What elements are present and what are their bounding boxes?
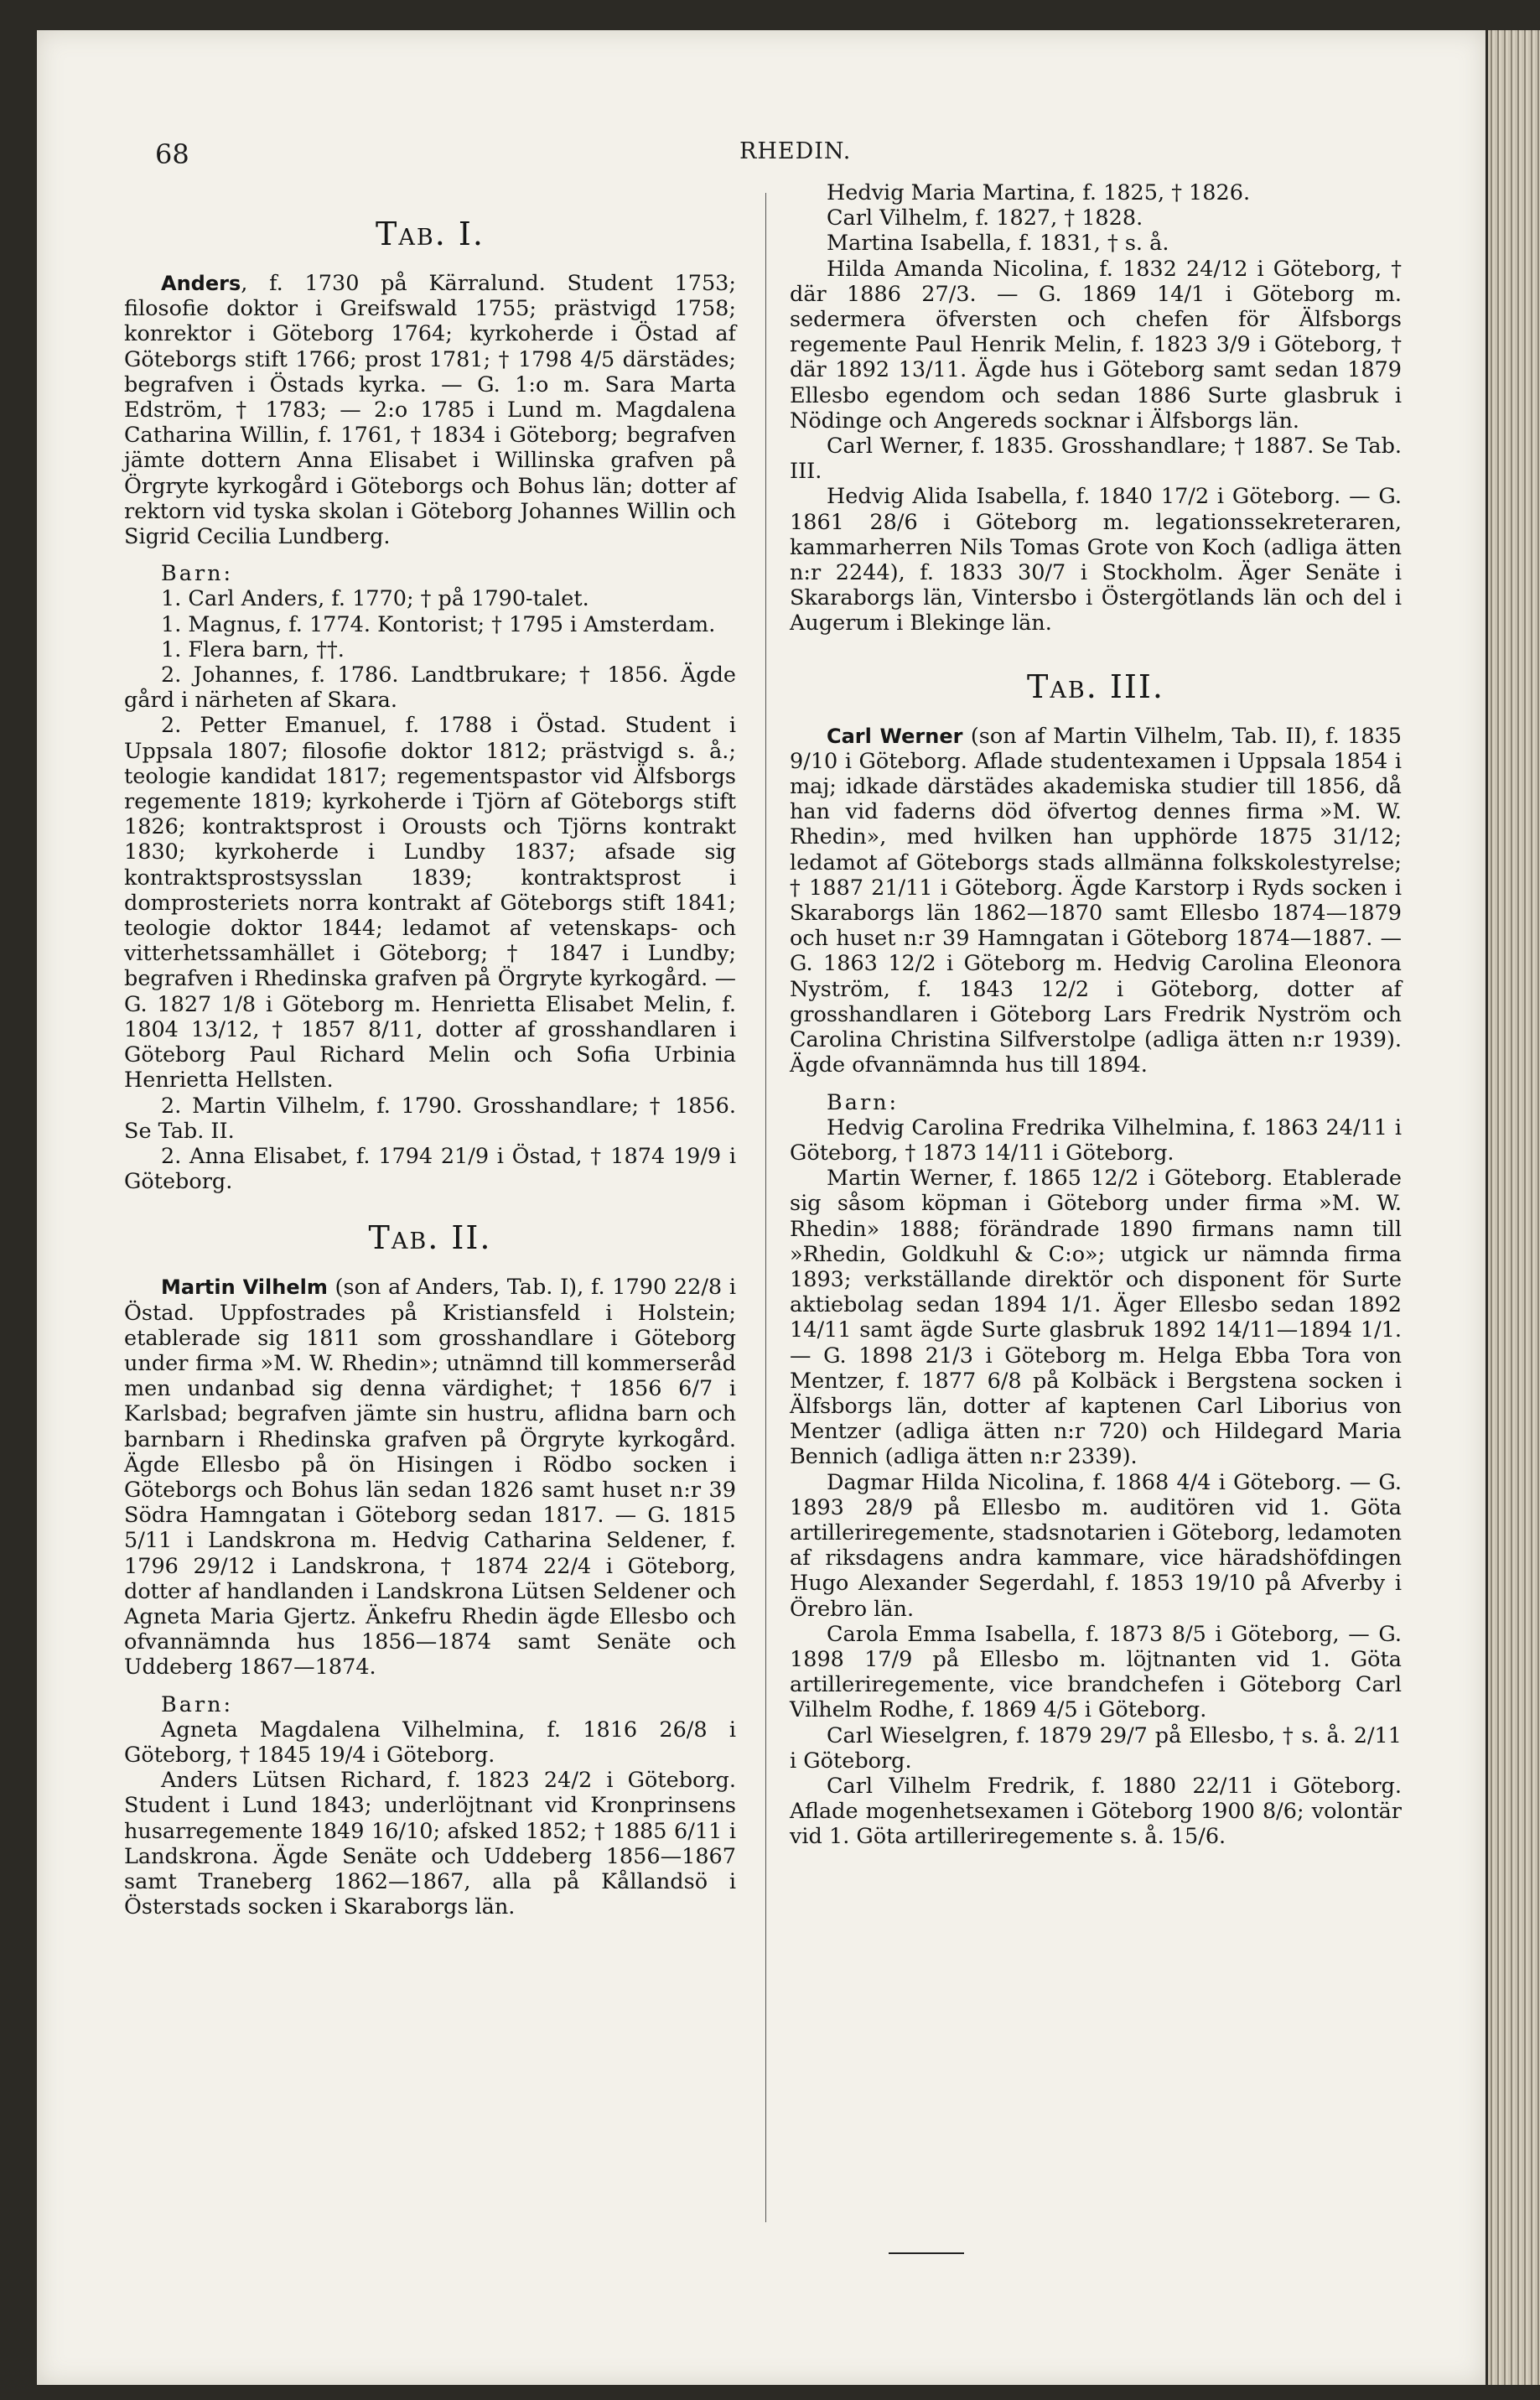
left-column bbox=[124, 180, 736, 1919]
tab3-child: Martin Werner, f. 1865 12/2 i Göteborg. Etablerade sig såsom köpman i Göteborg under firma »M. W. Rhedin» 1888; förändrade 1890 firmans namn till »Rhedin, Goldkuhl & C:o»; utgick ur nämnda firma 1893; verkställande direktör och disponent för Surte aktiebolag sedan 1894 1/1. Äger Ellesbo sedan 1892 14/11 samt ägde Surte glasbruk 1892 14/11—1894 1/1. — G. 1898 21/3 i Göteborg m. Helga Ebba Tora von Mentzer, f. 1877 6/8 på Kolbäck i Bergstena socken i Älfsborgs län, dotter af kaptenen Carl Liborius von Mentzer (adliga ätten n:r 720) och Hildegard Maria Bennich (adliga ätten n:r 2339). bbox=[790, 1166, 1402, 1470]
column-divider bbox=[765, 193, 766, 2222]
tab3-child: Carola Emma Isabella, f. 1873 8/5 i Göteborg, — G. 1898 17/9 på Ellesbo m. löjtnanten vid 1. Göta artilleriregemente, vice brandchefen i Göteborg Carl Vilhelm Rodhe, f. 1869 4/5 i Göteborg. bbox=[790, 1621, 1402, 1723]
tab1-child: 2. Petter Emanuel, f. 1788 i Östad. Student i Uppsala 1807; filosofie doktor 1812; prästvigd s. å.; teologie kandidat 1817; regementspastor vid Älfsborgs regemente 1819; kyrkoherde i Tjörn af Göteborgs stift 1826; kontraktsprost i Orousts och Tjörns kontrakt 1830; kyrkoherde i Lundby 1837; afsade sig kontraktsprostsysslan 1839; kontraktsprost i domprosteriets norra kontrakt af Göteborgs stift 1841; teologie doktor 1844; ledamot af vetenskaps- och vitterhetssamhället i Göteborg; † 1847 i Lundby; begrafven i Rhedinska grafven på Örgryte kyrkogård. — G. 1827 1/8 i Göteborg m. Henrietta Elisabet Melin, f. 1804 13/12, † 1857 8/11, dotter af grosshandlaren i Göteborg Paul Richard Melin och Sofia Urbinia Henrietta Hellsten. bbox=[124, 713, 736, 1094]
tab1-child: 2. Anna Elisabet, f. 1794 21/9 i Östad, † 1874 19/9 i Göteborg. bbox=[124, 1143, 736, 1195]
tab1-entry-name: Anders bbox=[161, 272, 241, 295]
continued-entry: Hedvig Maria Martina, f. 1825, † 1826. bbox=[827, 180, 1251, 205]
book-page-edges bbox=[1488, 30, 1540, 2385]
tab2-child: Anders Lütsen Richard, f. 1823 24/2 i Göteborg. Student i Lund 1843; underlöjtnant vid Kronprinsens husarregemente 1849 16/10; afsked 1852; † 1885 6/11 i Landskrona. Ägde Senäte och Uddeberg 1856—1867 samt Traneberg 1862—1867, alla på Kållandsö i Österstads socken i Skaraborgs län. bbox=[124, 1768, 736, 1920]
end-rule bbox=[889, 2252, 964, 2254]
tab2-barn-label: Barn: bbox=[161, 1691, 234, 1717]
continued-entry: Hedvig Alida Isabella, f. 1840 17/2 i Göteborg. — G. 1861 28/6 i Göteborg m. legationssekreteraren, kammarherren Nils Tomas Grote von Koch (adliga ätten n:r 2244), f. 1833 30/7 i Stockholm. Äger Senäte i Skaraborgs län, Vintersbo i Östergötlands län och del i Augerum i Blekinge län. bbox=[790, 484, 1402, 636]
tab1-barn-label: Barn: bbox=[161, 561, 234, 587]
tab3-child: Dagmar Hilda Nicolina, f. 1868 4/4 i Göteborg. — G. 1893 28/9 på Ellesbo m. auditören vid 1. Göta artilleriregemente, stadsnotarien i Göteborg, ledamoten af riksdagens andra kammare, vice häradshöfdingen Hugo Alexander Segerdahl, f. 1853 19/10 på Afverby i Örebro län. bbox=[790, 1469, 1402, 1622]
tab2-heading: Tab. II. bbox=[368, 1219, 492, 1257]
tab1-child: 1. Magnus, f. 1774. Kontorist; † 1795 i Amsterdam. bbox=[161, 611, 716, 637]
tab3-child: Hedvig Carolina Fredrika Vilhelmina, f. 1863 24/11 i Göteborg, † 1873 14/11 i Göteborg. bbox=[790, 1114, 1402, 1166]
tab1-child: 1. Flera barn, ††. bbox=[161, 636, 345, 662]
tab1-child: 2. Johannes, f. 1786. Landtbrukare; † 1856. Ägde gård i närheten af Skara. bbox=[124, 662, 736, 714]
tab3-entry-text: (son af Martin Vilhelm, Tab. II), f. 1835 9/10 i Göteborg. Aflade studentexamen i Uppsala 1854 i maj; idkade därstädes akademiska studier till 1856, då han vid faderns död öfvertog dennes firma »M. W. Rhedin», med hvilken han upphörde 1875 31/12; ledamot af Göteborgs stads allmänna folkskolestyrelse; † 1887 21/11 i Göteborg. Ägde Karstorp i Ryds socken i Skaraborgs län 1862—1870 samt Ellesbo 1874—1879 och huset n:r 39 Hamngatan i Göteborg 1874—1887. — G. 1863 12/2 i Göteborg m. Hedvig Carolina Eleonora Nyström, f. 1843 12/2 i Göteborg, dotter af grosshandlaren i Göteborg Lars Fredrik Nyström och Carolina Christina Silfverstolpe (adliga ätten n:r 1939). Ägde ofvannämnda hus till 1894. bbox=[790, 723, 1403, 1078]
tab1-child: 2. Martin Vilhelm, f. 1790. Grosshandlare; † 1856. Se Tab. II. bbox=[124, 1093, 736, 1144]
tab3-child: Carl Vilhelm Fredrik, f. 1880 22/11 i Göteborg. Aflade mogenhetsexamen i Göteborg 1900 8/6; volontär vid 1. Göta artilleriregemente s. å. 15/6. bbox=[790, 1773, 1402, 1850]
continued-entry: Carl Werner, f. 1835. Grosshandlare; † 1887. Se Tab. III. bbox=[790, 434, 1402, 485]
continued-entry: Carl Vilhelm, f. 1827, † 1828. bbox=[827, 205, 1143, 231]
tab3-entry-name: Carl Werner bbox=[827, 724, 963, 748]
tab1-child: 1. Carl Anders, f. 1770; † på 1790-talet. bbox=[161, 586, 589, 612]
continued-entry: Hilda Amanda Nicolina, f. 1832 24/12 i Göteborg, † där 1886 27/3. — G. 1869 14/1 i Göteborg m. sedermera öfversten och chefen för Älfsborgs regemente Paul Henrik Melin, f. 1823 3/9 i Göteborg, † där 1892 13/11. Ägde hus i Göteborg samt sedan 1879 Ellesbo egendom och sedan 1886 Surte glasbruk i Nödinge och Angereds socknar i Älfsborgs län. bbox=[790, 256, 1402, 434]
tab3-child: Carl Wieselgren, f. 1879 29/7 på Ellesbo, † s. å. 2/11 i Göteborg. bbox=[790, 1722, 1402, 1774]
tab3-heading: Tab. III. bbox=[1027, 668, 1164, 705]
tab3-entry bbox=[790, 724, 1402, 1078]
tab2-entry-name: Martin Vilhelm bbox=[161, 1275, 328, 1300]
page-number: 68 bbox=[155, 138, 189, 170]
running-title: RHEDIN. bbox=[739, 138, 852, 164]
right-column bbox=[790, 180, 1402, 1850]
tab2-entry bbox=[124, 1275, 736, 1680]
tab1-heading: Tab. I. bbox=[376, 216, 485, 252]
tab2-child: Agneta Magdalena Vilhelmina, f. 1816 26/8 i Göteborg, † 1845 19/4 i Göteborg. bbox=[124, 1717, 736, 1768]
tab2-entry-text: (son af Anders, Tab. I), f. 1790 22/8 i Östad. Uppfostrades på Kristiansfeld i Holstein; etablerade sig 1811 som grosshandlare i Göteborg under firma »M. W. Rhedin»; utnämnd till kommerseråd men undanbad sig denna värdighet; † 1856 6/7 i Karlsbad; begrafven jämte sin hustru, aflidna barn och barnbarn i Rhedinska grafven på Örgryte kyrkogård. Ägde Ellesbo på ön Hisingen i Rödbo socken i Göteborgs och Bohus län sedan 1826 samt huset n:r 39 Södra Hamngatan i Göteborg sedan 1817. — G. 1815 5/11 i Landskrona m. Hedvig Catharina Seldener, f. 1796 29/12 i Landskrona, † 1874 22/4 i Göteborg, dotter af handlanden i Landskrona Lütsen Seldener och Agneta Maria Gjertz. Änkefru Rhedin ägde Ellesbo och ofvannämnda hus 1856—1874 samt Senäte och Uddeberg 1867—1874. bbox=[124, 1275, 736, 1681]
continued-entry: Martina Isabella, f. 1831, † s. å. bbox=[827, 231, 1169, 257]
tab1-entry bbox=[124, 271, 736, 549]
tab3-barn-label: Barn: bbox=[827, 1089, 900, 1115]
tab1-entry-text: , f. 1730 på Kärralund. Student 1753; filosofie doktor i Greifswald 1755; prästvigd 1758; konrektor i Göteborg 1764; kyrkoherde i Östad af Göteborgs stift 1766; prost 1781; † 1798 4/5 därstädes; begrafven i Östads kyrka. — G. 1:o m. Sara Marta Edström, † 1783; — 2:o 1785 i Lund m. Magdalena Catharina Willin, f. 1761, † 1834 i Göteborg; begrafven jämte dottern Anna Elisabet i Willinska grafven på Örgryte kyrkogård i Göteborgs och Bohus län; dotter af rektorn vid tyska skolan i Göteborg Johannes Willin och Sigrid Cecilia Lundberg. bbox=[124, 271, 736, 550]
